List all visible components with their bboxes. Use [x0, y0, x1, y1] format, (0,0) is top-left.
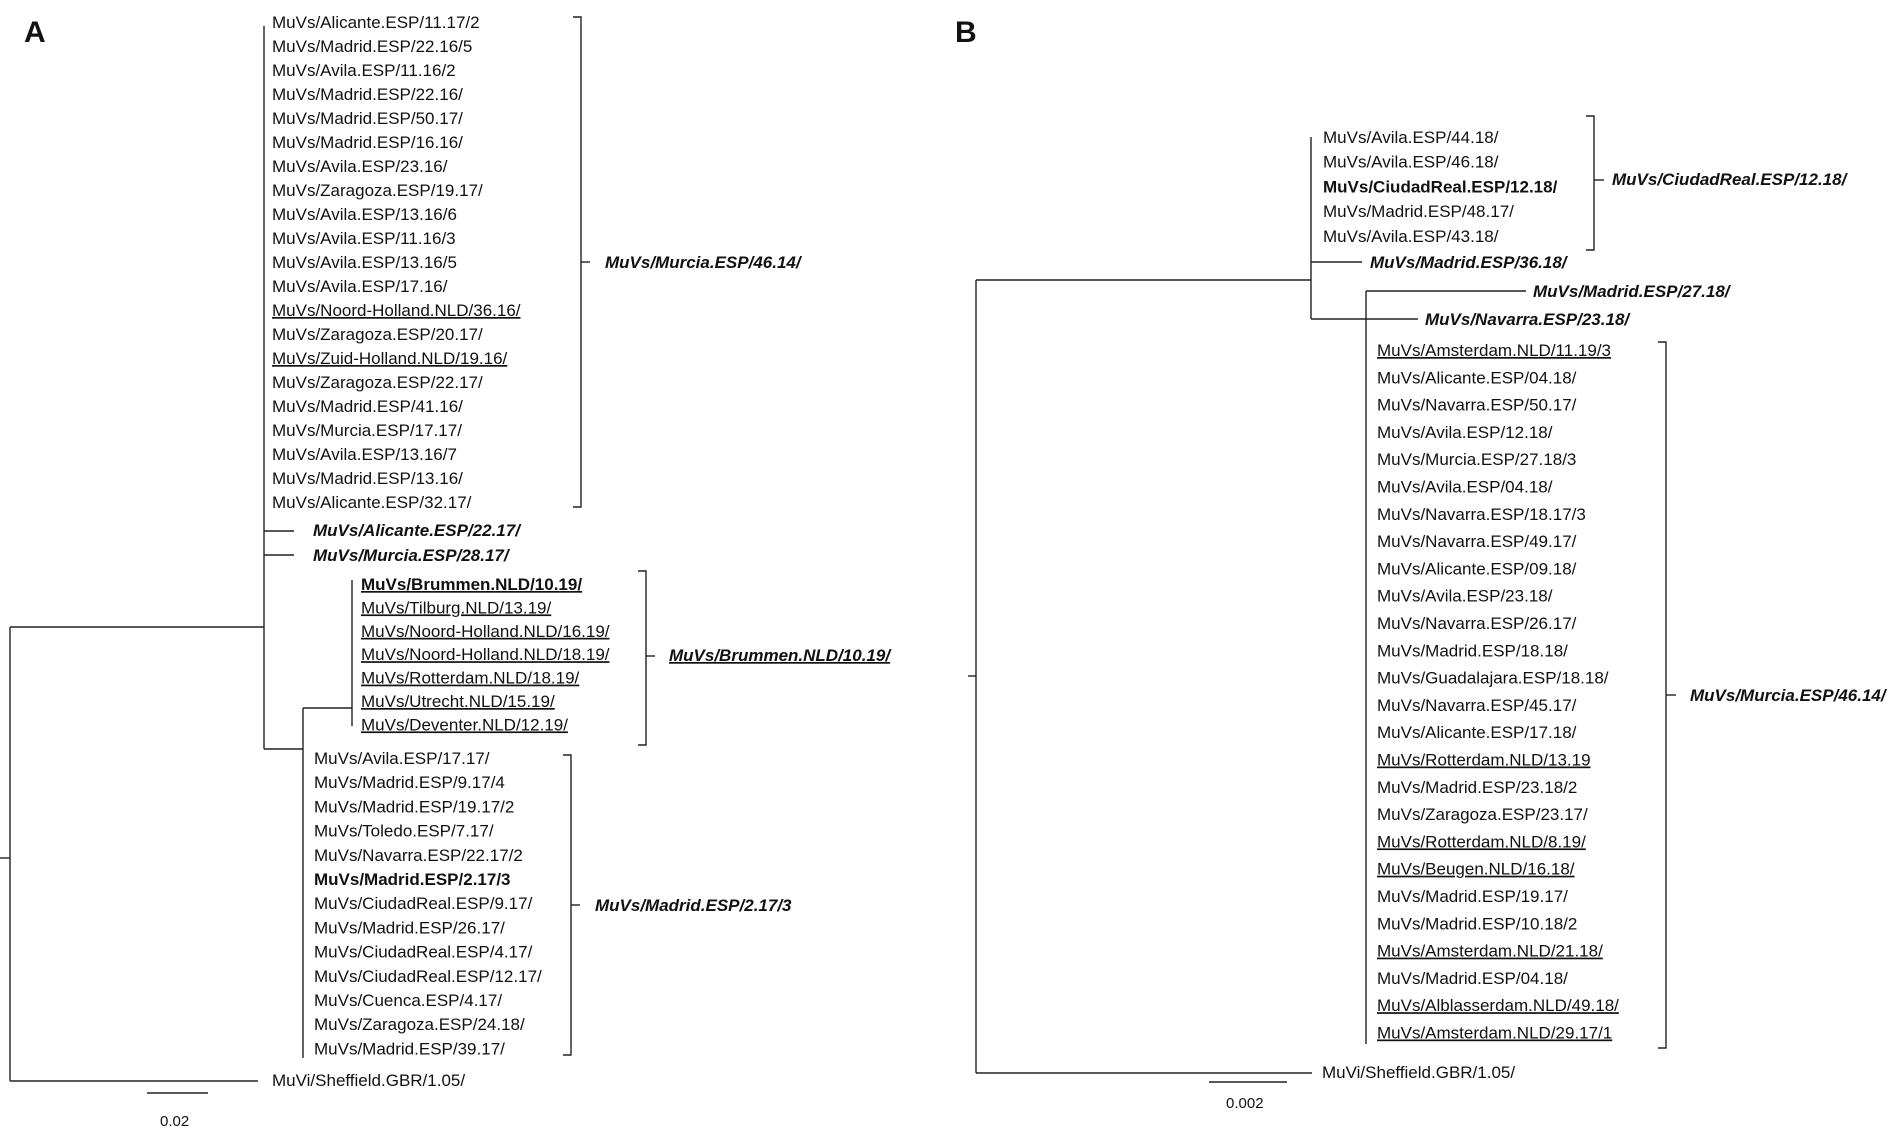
clade-label-a2: MuVs/Brummen.NLD/10.19/ — [669, 646, 891, 665]
leaf-label: MuVs/Avila.ESP/23.16/ — [272, 157, 448, 176]
leaf-label: MuVs/Avila.ESP/46.18/ — [1323, 152, 1499, 172]
leaf-label: MuVs/Noord-Holland.NLD/18.19/ — [361, 645, 610, 665]
leaf-label: MuVs/Murcia.ESP/27.18/3 — [1377, 450, 1577, 470]
outgroup-b: MuVi/Sheffield.GBR/1.05/ — [1322, 1063, 1516, 1082]
leaf-label: MuVs/Avila.ESP/44.18/ — [1323, 128, 1499, 147]
leaf-label: MuVs/Avila.ESP/04.18/ — [1377, 477, 1553, 497]
leaf-label: MuVs/Madrid.ESP/22.16/ — [272, 85, 463, 104]
leaf-label: MuVs/Zaragoza.ESP/23.17/ — [1377, 805, 1588, 825]
leaf-label: MuVs/Madrid.ESP/9.17/4 — [314, 773, 505, 793]
leaf-label: MuVs/Navarra.ESP/26.17/ — [1377, 614, 1577, 633]
leaf-label: MuVs/Cuenca.ESP/4.17/ — [314, 991, 503, 1010]
leaf-label: MuVs/CiudadReal.ESP/12.17/ — [314, 966, 542, 986]
leaf-label: MuVs/Alicante.ESP/11.17/2 — [272, 13, 480, 32]
leaf-label: MuVs/Avila.ESP/43.18/ — [1323, 226, 1499, 246]
leaf-label: MuVs/CiudadReal.ESP/12.18/ — [1323, 177, 1558, 197]
leaf-label: MuVs/Alicante.ESP/17.18/ — [1377, 723, 1577, 743]
leaf-label: MuVs/Madrid.ESP/26.17/ — [314, 918, 505, 938]
leaf-label: MuVs/Guadalajara.ESP/18.18/ — [1377, 668, 1609, 688]
leaf-label: MuVs/Rotterdam.NLD/13.19 — [1377, 750, 1591, 770]
outgroup-a: MuVi/Sheffield.GBR/1.05/ — [272, 1071, 466, 1090]
leaf-label: MuVs/Navarra.ESP/50.17/ — [1377, 395, 1577, 415]
clade-a2-leaves — [361, 575, 610, 734]
leaf-label: MuVs/Madrid.ESP/16.16/ — [272, 133, 463, 152]
leaf-label: MuVs/Rotterdam.NLD/8.19/ — [1377, 832, 1586, 852]
leaf-label: MuVs/Madrid.ESP/50.17/ — [272, 109, 463, 128]
clade-label-b1: MuVs/CiudadReal.ESP/12.18/ — [1612, 170, 1847, 189]
leaf-label: MuVs/Madrid.ESP/2.17/3 — [314, 870, 511, 889]
leaf-label: MuVs/Madrid.ESP/10.18/2 — [1377, 914, 1578, 934]
leaf-label: MuVs/Avila.ESP/23.18/ — [1377, 586, 1553, 606]
singleton-b1: MuVs/Madrid.ESP/36.18/ — [1370, 253, 1567, 272]
leaf-label: MuVs/Madrid.ESP/19.17/ — [1377, 887, 1568, 906]
leaf-label: MuVs/Madrid.ESP/04.18/ — [1377, 968, 1568, 988]
leaf-label: MuVs/Tilburg.NLD/13.19/ — [361, 598, 552, 618]
clade-a3-leaves — [314, 749, 542, 1058]
leaf-label: MuVs/Navarra.ESP/18.17/3 — [1377, 504, 1586, 524]
leaf-label: MuVs/Zuid-Holland.NLD/19.16/ — [272, 349, 508, 368]
leaf-label: MuVs/Utrecht.NLD/15.19/ — [361, 692, 555, 711]
singleton-b2: MuVs/Madrid.ESP/27.18/ — [1533, 282, 1730, 301]
tree-b — [968, 116, 1676, 1082]
leaf-label: MuVs/Navarra.ESP/49.17/ — [1377, 532, 1577, 552]
leaf-label: MuVs/Avila.ESP/13.16/6 — [272, 205, 457, 224]
clade-label-a1: MuVs/Murcia.ESP/46.14/ — [605, 253, 801, 272]
leaf-label: MuVs/Murcia.ESP/17.17/ — [272, 421, 462, 440]
leaf-label: MuVs/Noord-Holland.NLD/36.16/ — [272, 301, 521, 320]
clade-a1-leaves — [272, 13, 521, 512]
leaf-label: MuVs/Madrid.ESP/48.17/ — [1323, 202, 1514, 222]
leaf-label: MuVs/Avila.ESP/11.16/2 — [272, 61, 456, 80]
leaf-label: MuVs/Alicante.ESP/09.18/ — [1377, 559, 1577, 579]
leaf-label: MuVs/Zaragoza.ESP/19.17/ — [272, 181, 483, 200]
leaf-label: MuVs/Deventer.NLD/12.19/ — [361, 715, 568, 735]
leaf-label: MuVs/Avila.ESP/17.16/ — [272, 277, 448, 296]
leaf-label: MuVs/Madrid.ESP/39.17/ — [314, 1039, 505, 1059]
leaf-label: MuVs/Amsterdam.NLD/11.19/3 — [1377, 341, 1611, 360]
leaf-label: MuVs/Avila.ESP/13.16/5 — [272, 253, 457, 272]
clade-b2-leaves — [1377, 341, 1619, 1043]
leaf-label: MuVs/Zaragoza.ESP/20.17/ — [272, 325, 483, 344]
clade-label-b2: MuVs/Murcia.ESP/46.14/ — [1690, 686, 1886, 705]
clade-label-a3: MuVs/Madrid.ESP/2.17/3 — [595, 896, 792, 915]
leaf-label: MuVs/Noord-Holland.NLD/16.19/ — [361, 621, 610, 641]
leaf-label: MuVs/Amsterdam.NLD/21.18/ — [1377, 941, 1603, 961]
panel-letter-a: A — [24, 16, 46, 49]
panel-letter-b: B — [955, 16, 977, 49]
singleton-b3: MuVs/Navarra.ESP/23.18/ — [1425, 310, 1630, 329]
leaf-label: MuVs/Madrid.ESP/23.18/2 — [1377, 777, 1578, 797]
leaf-label: MuVs/Brummen.NLD/10.19/ — [361, 575, 583, 594]
leaf-label: MuVs/CiudadReal.ESP/9.17/ — [314, 894, 533, 914]
leaf-label: MuVs/Toledo.ESP/7.17/ — [314, 821, 494, 841]
leaf-label: MuVs/Avila.ESP/12.18/ — [1377, 422, 1553, 442]
leaf-label: MuVs/Avila.ESP/17.17/ — [314, 749, 490, 768]
leaf-label: MuVs/Madrid.ESP/22.16/5 — [272, 37, 473, 56]
leaf-label: MuVs/Navarra.ESP/22.17/2 — [314, 845, 523, 865]
leaf-label: MuVs/Amsterdam.NLD/29.17/1 — [1377, 1023, 1613, 1043]
clade-b1-leaves — [1323, 128, 1558, 246]
leaf-label: MuVs/Alicante.ESP/32.17/ — [272, 493, 472, 512]
singleton-a2: MuVs/Murcia.ESP/28.17/ — [313, 546, 509, 565]
leaf-label: MuVs/Beugen.NLD/16.18/ — [1377, 859, 1575, 879]
leaf-label: MuVs/Alblasserdam.NLD/49.18/ — [1377, 996, 1619, 1016]
leaf-label: MuVs/Madrid.ESP/13.16/ — [272, 469, 463, 488]
leaf-label: MuVs/Alicante.ESP/04.18/ — [1377, 368, 1577, 388]
leaf-label: MuVs/Rotterdam.NLD/18.19/ — [361, 668, 580, 688]
leaf-label: MuVs/Zaragoza.ESP/24.18/ — [314, 1015, 525, 1035]
singleton-a1: MuVs/Alicante.ESP/22.17/ — [313, 521, 520, 540]
scale-label-a: 0.02 — [160, 1113, 190, 1129]
leaf-label: MuVs/Navarra.ESP/45.17/ — [1377, 695, 1577, 715]
leaf-label: MuVs/Madrid.ESP/18.18/ — [1377, 641, 1568, 661]
scale-label-b: 0.002 — [1226, 1095, 1264, 1112]
leaf-label: MuVs/Avila.ESP/11.16/3 — [272, 229, 456, 248]
leaf-label: MuVs/Madrid.ESP/41.16/ — [272, 397, 463, 416]
leaf-label: MuVs/Avila.ESP/13.16/7 — [272, 445, 457, 464]
leaf-label: MuVs/CiudadReal.ESP/4.17/ — [314, 942, 533, 962]
leaf-label: MuVs/Zaragoza.ESP/22.17/ — [272, 373, 483, 392]
leaf-label: MuVs/Madrid.ESP/19.17/2 — [314, 797, 515, 817]
